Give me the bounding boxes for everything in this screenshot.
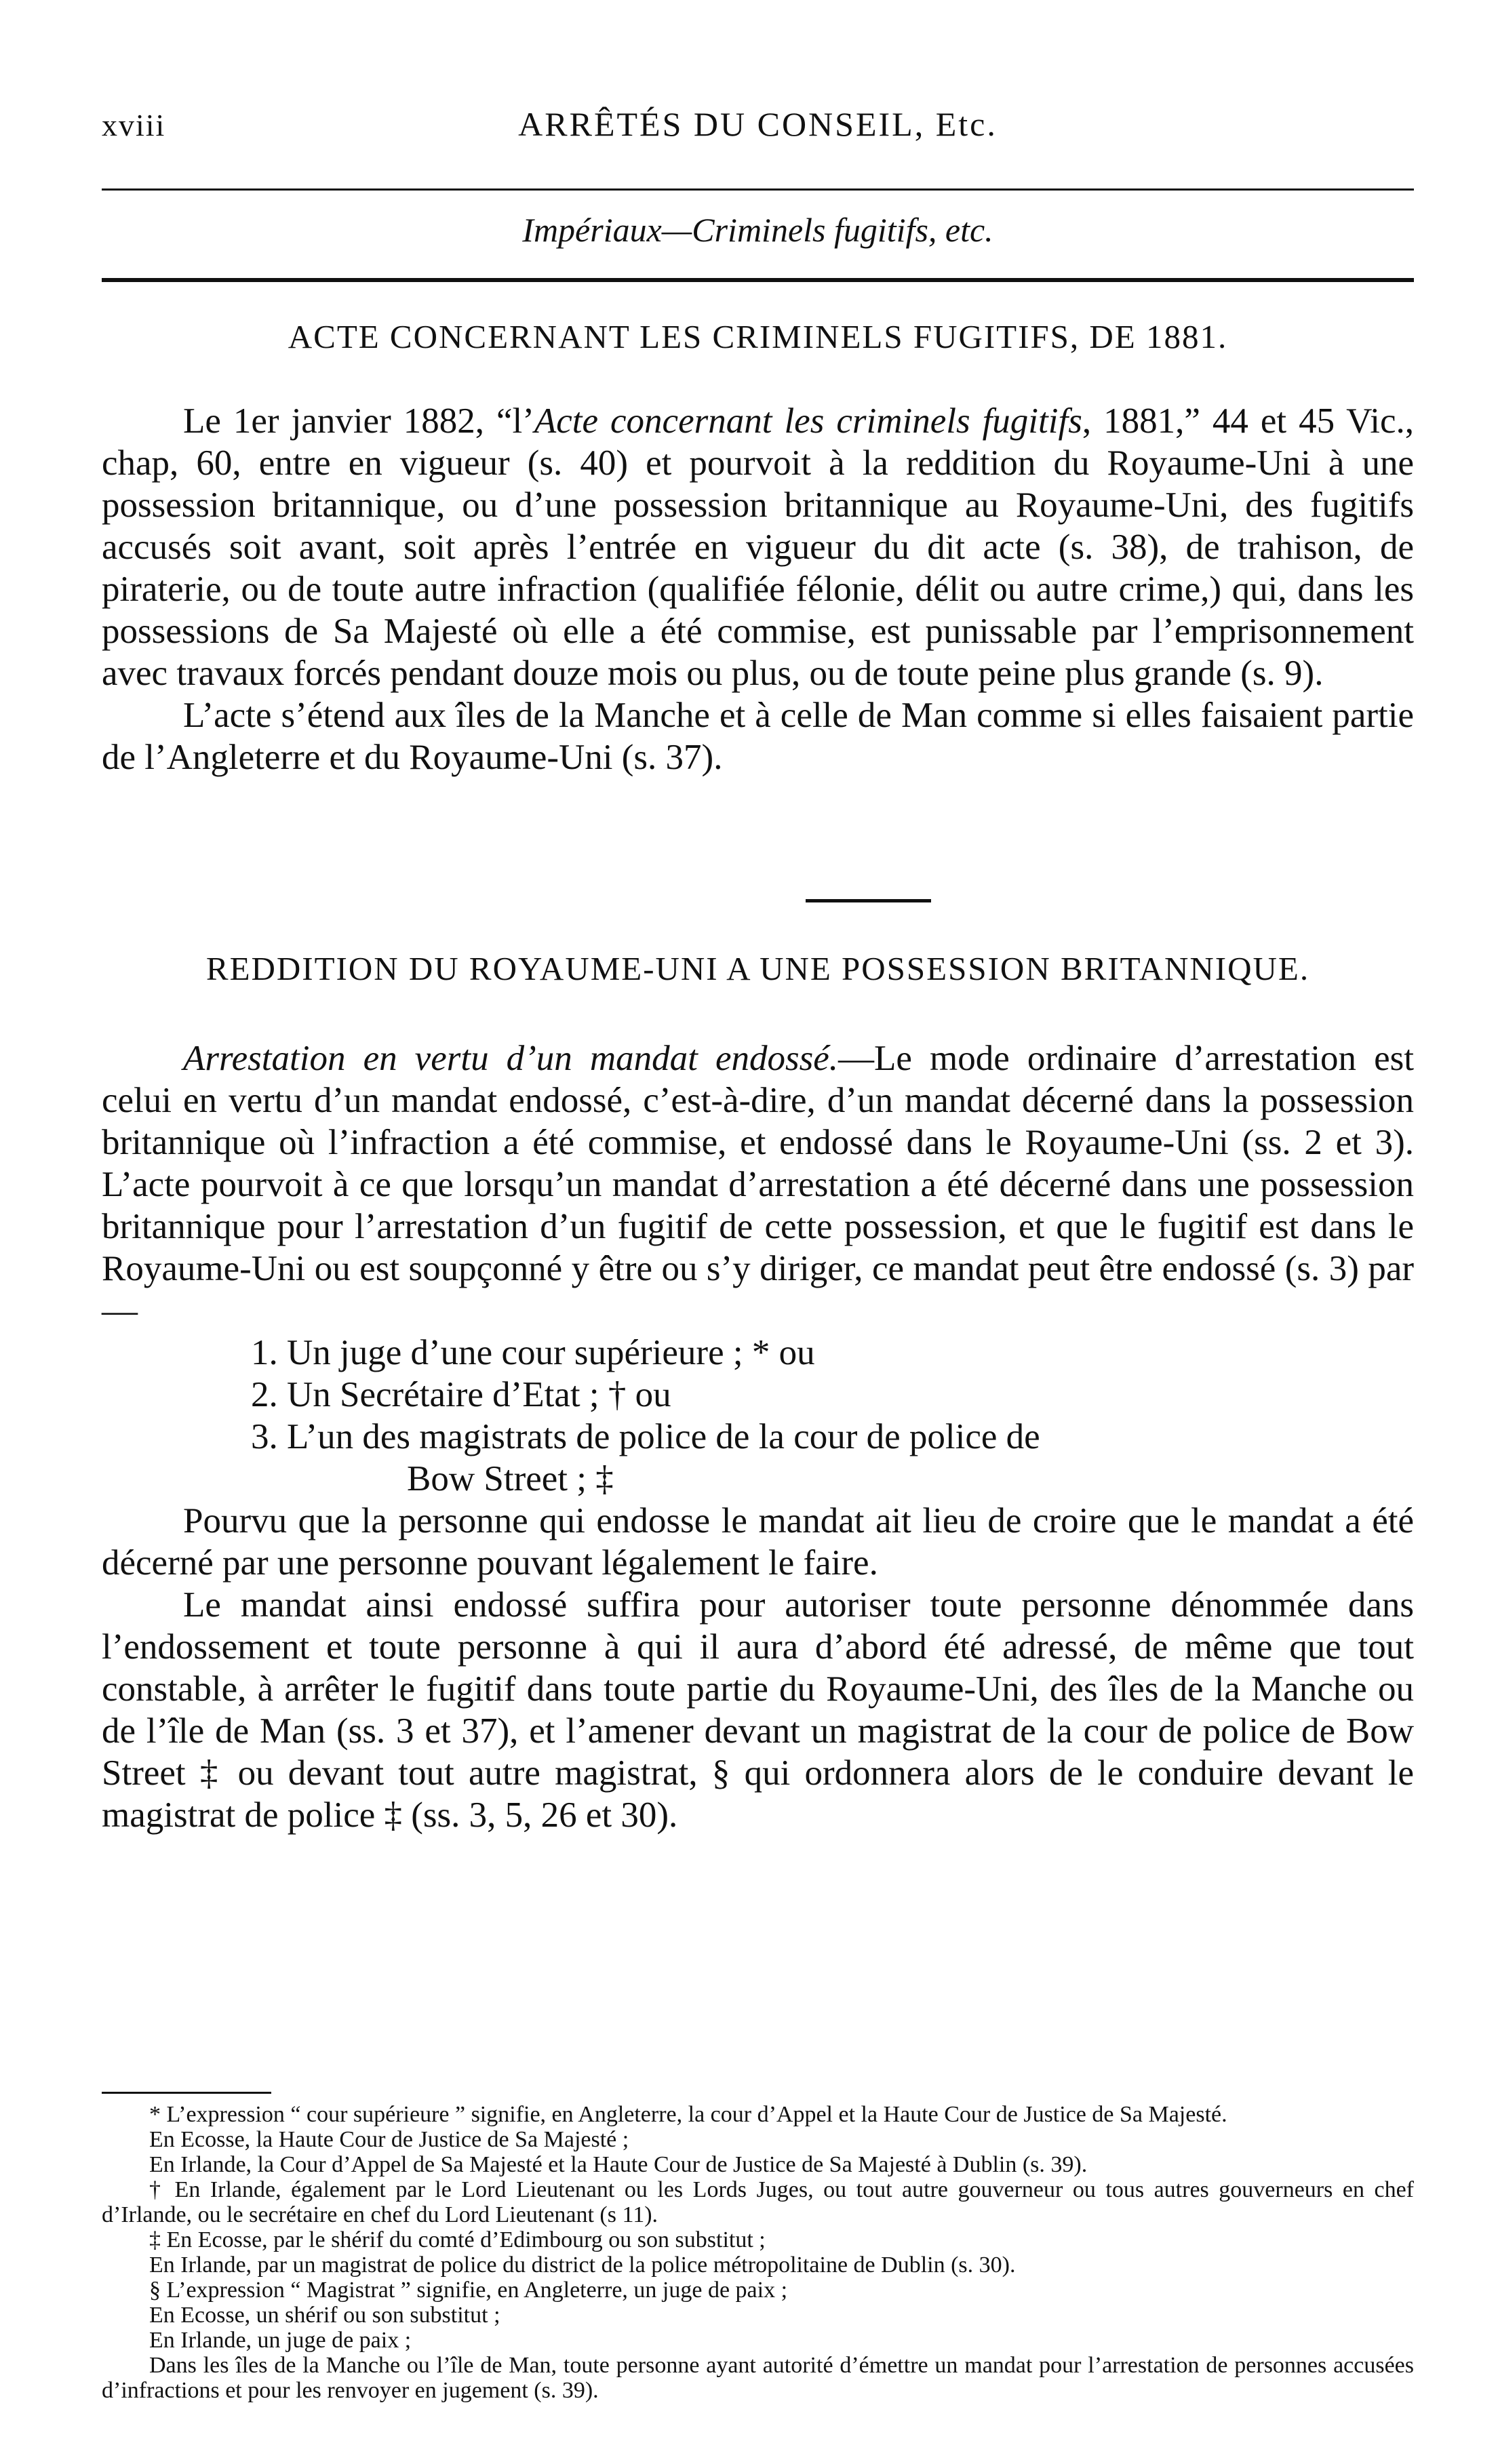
footnote: * L’expression “ cour supérieure ” signifie, en Angleterre, la cour d’Appel et la Haute Cour de Justice de Sa Majesté.	[149, 2102, 1227, 2127]
paragraph: Pourvu que la personne qui endosse le mandat ait lieu de croire que le mandat a été décerné par une personne pouvant légalement le faire.	[102, 1501, 1414, 1583]
footnote: § L’expression “ Magistrat ” signifie, en Angleterre, un juge de paix ;	[149, 2278, 788, 2303]
page-subtitle: Impériaux—Criminels fugitifs, etc.	[522, 211, 993, 249]
section-title-reddition: REDDITION DU ROYAUME-UNI A UNE POSSESSION BRITANNIQUE.	[205, 950, 1310, 987]
footnote: En Ecosse, un shérif ou son substitut ;	[149, 2303, 500, 2328]
page-header	[102, 102, 1414, 163]
running-title: ARRÊTÉS DU CONSEIL, Etc.	[518, 105, 998, 143]
footnote: En Ecosse, la Haute Cour de Justice de Sa Majesté ;	[149, 2127, 629, 2152]
list-item: 2. Un Secrétaire d’Etat ; † ou	[251, 1375, 671, 1414]
section-body-act	[102, 400, 1414, 778]
list-item: 3. L’un des magistrats de police de la cour de police de Bow Street ; ‡	[251, 1417, 1040, 1498]
section-title-act: ACTE CONCERNANT LES CRIMINELS FUGITIFS, DE 1881.	[288, 318, 1228, 355]
section-separator	[806, 899, 931, 902]
footnote: En Irlande, un juge de paix ;	[149, 2328, 412, 2353]
footnote: ‡ En Ecosse, par le shérif du comté d’Edimbourg ou son substitut ;	[149, 2227, 766, 2252]
footnote: En Irlande, la Cour d’Appel de Sa Majesté et la Haute Cour de Justice de Sa Majesté à Dublin (s. 39).	[149, 2152, 1088, 2177]
footnote: † En Irlande, également par le Lord Lieutenant ou les Lords Juges, ou tout autre gouverneur ou tous autres gouverneurs en chef d’Irlande, ou le secrétaire en chef du Lord Lieutenant (s 11).	[102, 2177, 1414, 2227]
header-rule	[102, 188, 1414, 191]
list-item: 1. Un juge d’une cour supérieure ; * ou	[251, 1333, 815, 1372]
section-body-reddition	[102, 1037, 1414, 1836]
subtitle-rule	[102, 278, 1414, 282]
footnote-rule	[102, 2092, 271, 2094]
document-page	[102, 102, 1415, 2403]
enumeration	[102, 1332, 1414, 1500]
footnote: En Irlande, par un magistrat de police du district de la police métropolitaine de Dublin (s. 30).	[149, 2252, 1016, 2278]
paragraph: Le 1er janvier 1882, “l’Acte concernant les criminels fugitifs, 1881,” 44 et 45 Vic., chap, 60, entre en vigueur (s. 40) et pourvoit à la reddition du Royaume-Uni à une possession britannique, ou d’une possession britannique au Royaume-Uni, des fugitifs accusés soit avant, soit après l’entrée en vigueur du dit acte (s. 38), de trahison, de piraterie, ou de toute autre infraction (qualifiée félonie, délit ou autre crime,) qui, dans les possessions de Sa Majesté où elle a été commise, est punissable par l’emprisonnement avec travaux forcés pendant douze mois ou plus, ou de toute peine plus grande (s. 9).	[102, 401, 1414, 693]
paragraph: Arrestation en vertu d’un mandat endossé.—Le mode ordinaire d’arrestation est celui en vertu d’un mandat endossé, c’est-à-dire, d’un mandat décerné dans la possession britannique où l’infraction a été commise, et endossé dans le Royaume-Uni (ss. 2 et 3). L’acte pourvoit à ce que lorsqu’un mandat d’arrestation a été décerné dans une possession britannique pour l’arrestation d’un fugitif de cette possession, et que le fugitif est dans le Royaume-Uni ou est soupçonné y être ou s’y diriger, ce mandat peut être endossé (s. 3) par—	[102, 1039, 1415, 1330]
paragraph: Le mandat ainsi endossé suffira pour autoriser toute personne dénommée dans l’endossement et toute personne à qui il aura d’abord été adressé, de même que tout constable, à arrêter le fugitif dans toute partie du Royaume-Uni, des îles de la Manche ou de l’île de Man (ss. 3 et 37), et l’amener devant un magistrat de la cour de police de Bow Street ‡ ou devant tout autre magistrat, § qui ordonnera alors de le conduire devant le magistrat de police ‡ (ss. 3, 5, 26 et 30).	[102, 1585, 1414, 1835]
footnotes	[102, 2102, 1414, 2403]
paragraph: L’acte s’étend aux îles de la Manche et à celle de Man comme si elles faisaient partie de l’Angleterre et du Royaume-Uni (s. 37).	[102, 696, 1414, 777]
page-number: xviii	[102, 108, 166, 142]
footnote: Dans les îles de la Manche ou l’île de Man, toute personne ayant autorité d’émettre un mandat pour l’arrestation de personnes accusées d’infractions et pour les renvoyer en jugement (s. 39).	[102, 2353, 1414, 2403]
